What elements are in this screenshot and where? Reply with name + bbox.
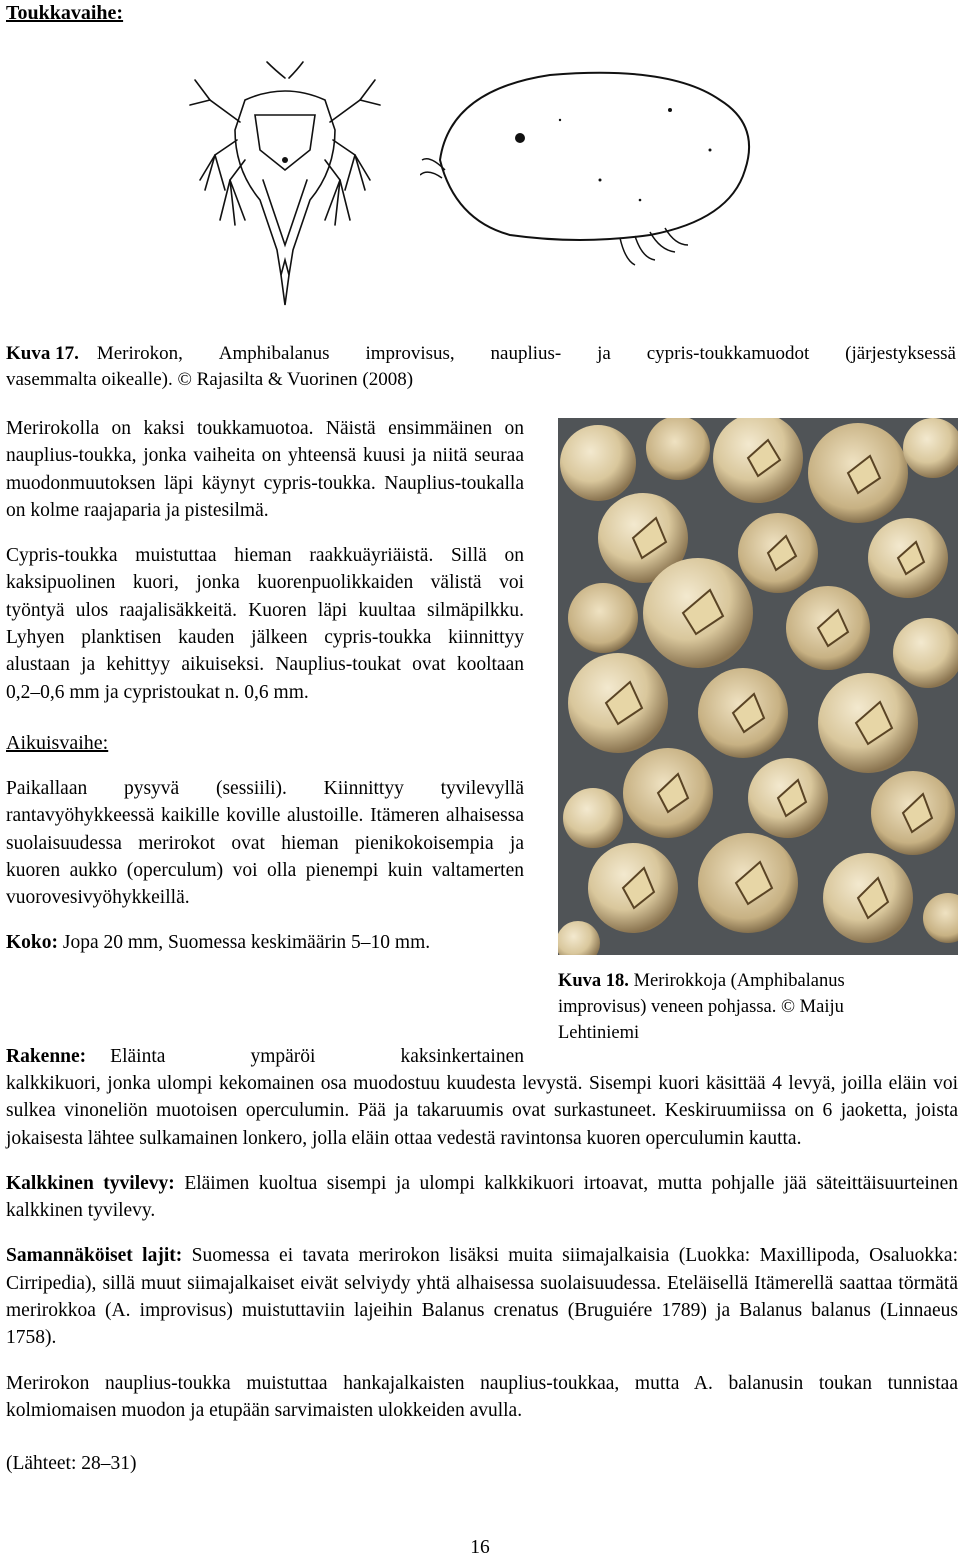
basal-plate-paragraph: Kalkkinen tyvilevy: Eläimen kuoltua sisempi ja ulompi kalkkikuori irtoavat, mutta pohjalle jää säteittäisuurteinen kalkkinen tyvilevy. bbox=[6, 1172, 958, 1222]
size-text: Jopa 20 mm, Suomessa keskimäärin 5–10 mm. bbox=[62, 932, 431, 954]
similar-species-label: Samannäköiset lajit: bbox=[6, 1245, 183, 1267]
structure-first-line: Rakenne: Eläinta ympäröi kaksinkertainen bbox=[6, 1043, 524, 1070]
figure17-label: Kuva 17. bbox=[6, 343, 79, 364]
figure18-caption-line3: Lehtiniemi bbox=[558, 1023, 640, 1043]
size-line bbox=[6, 929, 524, 956]
similar-species-paragraph: Samannäköiset lajit: Suomessa ei tavata merirokon lisäksi muita siimajalkaisia (Luokka: Maxillipoda, Osaluokka: Cirripedia), sillä muut siimajalkaiset eivät selviydy yhtä alhaisessa suolaisuudessa. Eteläisellä Itämerellä saattaa törmätä merirokkoa (A. improvisus) muistuttaviin lajeihin Balanus crenatus (Bruguiére 1789) ja Balanus balanus (Linnaeus 1758). bbox=[6, 1245, 959, 1349]
figure18-caption-line1: Kuva 18. Merirokkoja (Amphibalanus bbox=[558, 971, 845, 991]
nauplius-note-paragraph: Merirokon nauplius-toukka muistuttaa hankajalkaisten nauplius-toukkaa, mutta A. balanusin toukan tunnistaa kolmiomaisen muodon ja etupään sarvimaisten ulokkeiden avulla. bbox=[6, 1372, 958, 1421]
adult-paragraph: Paikallaan pysyvä (sessiili). Kiinnittyy tyvilevyllä rantavyöhykkeessä kaikille koville alustoille. Itämeren alhaisessa suolaisuudessa merirokot ovat hieman pienikokoisempia ja kuoren aukko (operculum) voi olla pienempi kuin valtamerten vuorovesivyöhykkeillä. bbox=[6, 777, 524, 909]
sources-line: (Lähteet: 28–31) bbox=[6, 1453, 137, 1475]
section-title: Toukkavaihe: bbox=[6, 2, 124, 24]
figure18-caption-line2: improvisus) veneen pohjassa. © Maiju bbox=[558, 997, 844, 1017]
structure-label: Rakenne: bbox=[6, 1046, 87, 1067]
barnacle-photo bbox=[558, 418, 958, 955]
figure17-caption-line1: Merirokon, Amphibalanus improvisus, nauplius- ja cypris-toukkamuodot (järjestyksessä bbox=[96, 343, 956, 364]
structure-paragraph: kalkkikuori, jonka ulompi kekomainen osa muodostuu kuudesta levystä. Sisempi kuori käsittää 4 levyä, joilla eläin voi sulkea vinoneliön muotoisen operculumin. Pää ja takaruumis ovat surkastuneet. Keskiruumiissa on 6 jaoketta, joista jokaisesta lähtee sulkamainen lonkero, jolla eläin ottaa vedestä ravintonsa kuoren operculumin kautta. bbox=[6, 1073, 958, 1149]
figure17-caption-line2: vasemmalta oikealle). © Rajasilta & Vuorinen (2008) bbox=[6, 369, 414, 390]
size-label: Koko: bbox=[6, 932, 59, 954]
nauplius-drawing bbox=[185, 60, 385, 310]
cypris-drawing bbox=[420, 60, 765, 270]
figure18-label: Kuva 18. bbox=[558, 971, 629, 991]
larva-paragraph-2: Cypris-toukka muistuttaa hieman raakkuäyriäistä. Sillä on kaksipuolinen kuori, jonka kuorenpuolikkaiden välistä voi työntyä ulos raajalisäkkeitä. Kuoren läpi kuultaa silmäpilkku. Lyhyen planktisen kauden jälkeen cypris-toukka kiinnittyy alustaan ja kehittyy aikuiseksi. Nauplius-toukat ovat kooltaan 0,2–0,6 mm ja cypristoukat n. 0,6 mm. bbox=[6, 545, 524, 703]
page-number: 16 bbox=[470, 1537, 490, 1558]
basal-plate-label: Kalkkinen tyvilevy: bbox=[6, 1172, 175, 1194]
larva-paragraph-1: Merirokolla on kaksi toukkamuotoa. Näistä ensimmäinen on nauplius-toukka, jonka vaiheita on yhteensä kuusi ja niitä seuraa muodonmuutoksen läpi käynyt cypris-toukka. Nauplius-toukalla on kolme raajaparia ja pistesilmä. bbox=[6, 418, 524, 521]
adult-heading: Aikuisvaihe: bbox=[6, 731, 109, 754]
